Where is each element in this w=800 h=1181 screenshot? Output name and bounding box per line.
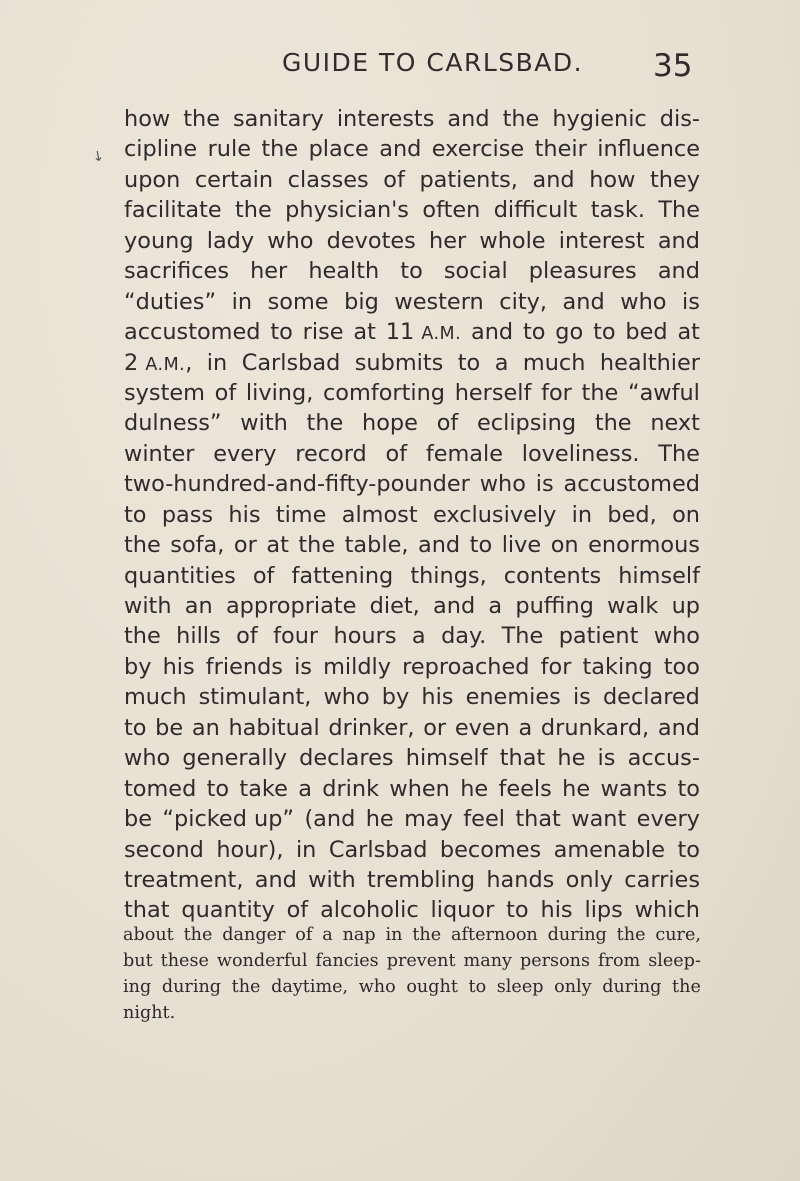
body-line — [124, 226, 700, 256]
body-word: patients, — [419, 166, 518, 193]
body-word: friends — [205, 653, 283, 680]
body-line — [124, 134, 700, 164]
body-word: to — [677, 775, 700, 802]
body-word: of — [286, 897, 309, 924]
footnote-word: from — [598, 951, 641, 971]
body-word: The — [501, 623, 544, 650]
body-word: with — [124, 593, 172, 619]
body-word: for — [540, 653, 572, 680]
body-word: her — [250, 258, 288, 285]
pencil-mark-icon: ↘ — [88, 146, 108, 166]
body-word: alcoholic — [320, 897, 419, 924]
body-word: the — [502, 106, 540, 132]
body-word: hope — [362, 410, 418, 437]
body-word: difficult — [493, 197, 578, 224]
body-word: generally — [182, 745, 287, 772]
body-word: that — [499, 745, 546, 772]
body-word: he — [562, 775, 591, 802]
body-word: day. — [441, 623, 487, 650]
body-word: too — [663, 653, 700, 680]
body-word: western — [394, 288, 484, 315]
body-word: healthier — [599, 349, 700, 376]
body-word: “picked up” — [162, 806, 295, 833]
body-word: hours — [333, 623, 397, 650]
footnote-word: the — [672, 977, 701, 997]
body-word: is — [535, 471, 554, 498]
body-word: the — [235, 197, 272, 224]
body-word: whole — [479, 227, 546, 254]
page-number: 35 — [653, 48, 693, 84]
body-word: when — [389, 775, 450, 802]
body-word: two-hundred-and-fifty-pounder — [124, 471, 470, 498]
body-line — [124, 804, 700, 834]
body-word: dis- — [659, 106, 700, 132]
body-word: exclusively — [432, 501, 557, 528]
body-word: the — [183, 106, 220, 132]
body-word: live — [501, 532, 542, 559]
body-word: stimulant, — [198, 684, 312, 711]
body-word: tomed — [124, 775, 197, 802]
body-word: (and — [304, 806, 356, 833]
body-word: often — [422, 197, 481, 224]
body-word: himself — [405, 745, 488, 772]
body-word: in — [231, 288, 253, 315]
body-word: lady — [206, 227, 255, 254]
body-line — [124, 865, 700, 895]
footnote-word: wonderful — [216, 951, 308, 971]
body-word: who — [479, 471, 526, 498]
body-line — [124, 348, 700, 378]
body-word: and — [532, 166, 575, 193]
body-word: young — [124, 227, 194, 254]
body-word: loveliness. — [521, 440, 640, 467]
body-word: and — [562, 288, 605, 315]
body-word: amenable — [553, 836, 666, 863]
body-word: to — [124, 501, 147, 528]
footnote-word: about — [123, 925, 174, 945]
body-word: quantity — [181, 897, 275, 924]
body-word: in — [571, 501, 593, 528]
body-word: a — [518, 714, 533, 741]
body-word: much — [522, 349, 586, 376]
body-word: by — [124, 653, 152, 680]
body-word: to — [270, 319, 293, 346]
body-word: or — [233, 532, 257, 559]
footnote-word: afternoon — [451, 925, 538, 945]
footnote-word: the — [616, 925, 646, 945]
body-word: accustomed — [563, 471, 700, 498]
body-word: up — [671, 593, 700, 619]
footnote-word: ought — [406, 977, 458, 997]
body-line — [124, 469, 700, 499]
body-word: social — [443, 258, 508, 285]
body-word: hills — [176, 623, 221, 650]
body-word: they — [649, 166, 700, 193]
body-word: or — [423, 714, 447, 741]
body-word: of — [436, 410, 459, 437]
body-word: enemies — [465, 684, 561, 711]
body-word: carries — [624, 866, 700, 893]
body-word: of — [214, 379, 237, 406]
body-word: his — [162, 653, 195, 680]
body-word: things, — [410, 562, 487, 589]
footnote-word: a — [322, 925, 333, 945]
body-word: the — [594, 410, 632, 437]
body-word: to — [124, 714, 147, 741]
body-word: the — [124, 532, 161, 559]
body-word: and — [657, 258, 700, 285]
body-word: hygienic — [552, 106, 647, 132]
body-word: to — [677, 836, 700, 863]
body-word: who — [620, 288, 667, 315]
body-word: is — [294, 653, 312, 680]
footnote-word: during — [547, 925, 607, 945]
body-word: taking — [582, 653, 653, 680]
body-word: he — [460, 775, 489, 802]
body-word: system — [124, 379, 205, 406]
body-word: by — [381, 684, 410, 711]
body-word: appropriate — [225, 593, 357, 619]
body-word: pleasures — [528, 258, 637, 285]
footnote-word: to — [468, 977, 487, 997]
body-word: at — [677, 319, 700, 346]
footnote-word: these — [160, 951, 209, 971]
footnote-word: during — [161, 977, 222, 997]
body-word: big — [344, 288, 379, 315]
body-line — [124, 713, 700, 743]
body-word: Carlsbad — [328, 836, 428, 863]
body-word: becomes — [439, 836, 542, 863]
body-word: the — [581, 379, 619, 406]
body-word: a — [411, 623, 426, 650]
body-word: second — [124, 836, 204, 863]
body-word: a — [488, 593, 503, 619]
body-word: for — [541, 379, 572, 406]
body-word: accus- — [627, 745, 700, 772]
footnote-word: nap — [342, 925, 376, 945]
body-word: the — [261, 136, 299, 163]
body-word: that — [124, 897, 170, 924]
body-line — [124, 682, 700, 712]
body-line — [124, 439, 700, 469]
body-word: his — [540, 897, 573, 924]
body-word: habitual — [228, 714, 320, 741]
body-word: an — [184, 593, 213, 619]
body-word: to — [522, 319, 546, 346]
body-word: comforting — [323, 379, 446, 406]
footnote-word: night. — [123, 1003, 176, 1023]
body-line — [124, 835, 700, 865]
footnote-line — [123, 1000, 701, 1026]
body-word: devotes — [326, 227, 416, 254]
body-word: submits — [354, 349, 444, 376]
body-line — [124, 530, 700, 560]
body-word: wants — [600, 775, 668, 802]
body-word: take — [239, 775, 288, 802]
body-word: dulness” — [124, 410, 222, 437]
body-word: interest — [558, 227, 645, 254]
body-word: in — [295, 836, 317, 863]
body-line — [124, 287, 700, 317]
body-word: contents — [503, 562, 602, 589]
body-word: eclipsing — [477, 410, 577, 437]
body-word: reproached — [402, 653, 530, 680]
body-word: cipline — [124, 136, 198, 163]
body-word: every — [213, 440, 277, 467]
body-word: declares — [299, 745, 394, 772]
body-word: with — [308, 866, 356, 893]
footnote-word: the — [412, 925, 442, 945]
body-word: time — [275, 501, 327, 528]
body-word: upon — [124, 166, 181, 193]
body-word: female — [425, 440, 504, 467]
body-word: at — [266, 532, 289, 559]
body-line — [124, 165, 700, 195]
body-word: herself — [454, 379, 532, 406]
body-line — [124, 561, 700, 591]
body-word: is — [597, 745, 616, 772]
body-word: the — [298, 532, 336, 559]
body-word: declared — [602, 684, 700, 711]
footnote-word: but — [123, 951, 153, 971]
body-line — [124, 774, 700, 804]
body-word: on — [672, 501, 700, 528]
footnote-word: danger — [222, 925, 286, 945]
body-word: winter — [124, 440, 195, 467]
body-word: and — [657, 714, 700, 741]
body-word: and — [471, 319, 514, 346]
body-word: quantities — [124, 562, 236, 589]
body-word: in — [206, 349, 228, 376]
body-word: drunkard, — [540, 714, 650, 741]
body-word: trembling — [366, 866, 476, 893]
body-line — [124, 743, 700, 773]
body-word: almost — [341, 501, 418, 528]
body-word: physician's — [285, 197, 409, 224]
body-word: and — [254, 866, 297, 893]
body-word: 11 A.M. — [385, 319, 462, 346]
body-word: patient — [558, 623, 639, 650]
body-line — [124, 317, 700, 347]
body-line — [124, 195, 700, 225]
body-word: sanitary — [233, 106, 324, 132]
body-word: “awful — [627, 379, 700, 406]
footnote-word: ing — [123, 977, 152, 997]
body-word: drink — [322, 775, 380, 802]
body-word: sacrifices — [124, 258, 229, 285]
body-word: task. — [590, 197, 645, 224]
body-word: to — [457, 349, 481, 376]
body-word: of — [385, 440, 408, 467]
body-line — [124, 500, 700, 530]
footnote-word: the — [231, 977, 261, 997]
body-word: puffing — [515, 593, 594, 619]
body-word: place — [308, 136, 369, 163]
body-word: record — [295, 440, 367, 467]
body-word: walk — [607, 593, 659, 619]
footnote-word: sleep- — [648, 951, 701, 971]
body-word: is — [572, 684, 591, 711]
body-word: interests — [336, 106, 435, 132]
footnote — [123, 922, 701, 1026]
body-word: “duties” — [124, 288, 217, 315]
body-word: his — [421, 684, 454, 711]
body-word: a — [298, 775, 312, 802]
body-word: lips — [584, 897, 623, 924]
footnote-word: only — [554, 977, 592, 997]
body-word: himself — [618, 562, 700, 589]
body-line — [124, 621, 700, 651]
body-word: an — [191, 714, 220, 741]
body-word: The — [658, 197, 700, 224]
body-word: who — [267, 227, 314, 254]
body-word: certain — [194, 166, 274, 193]
body-word: diet, — [369, 593, 420, 619]
body-word: liquor — [430, 897, 495, 924]
body-word: who — [653, 623, 700, 650]
body-word: to — [206, 775, 230, 802]
running-head — [0, 48, 800, 88]
footnote-word: persons — [519, 951, 591, 971]
body-line — [124, 652, 700, 682]
body-word: hour), — [216, 836, 284, 863]
footnote-word: who — [358, 977, 396, 997]
body-word: a — [494, 349, 509, 376]
body-word: city, — [499, 288, 547, 315]
body-word: hands — [486, 866, 555, 893]
body-word: and — [433, 593, 476, 619]
body-word: classes — [287, 166, 369, 193]
body-word: rise — [302, 319, 344, 346]
body-word: of — [236, 623, 258, 650]
body-word: be — [155, 714, 184, 741]
body-word: bed — [625, 319, 668, 346]
footnote-line — [123, 922, 701, 948]
body-word: accustomed — [124, 319, 261, 346]
body-word: and — [379, 136, 422, 163]
body-word: The — [658, 440, 700, 467]
body-word: who — [124, 745, 171, 772]
body-word: mildly — [323, 653, 392, 680]
body-word: next — [650, 410, 700, 437]
body-word: every — [636, 806, 700, 833]
body-word: even — [454, 714, 510, 741]
body-word: fattening — [291, 562, 394, 589]
body-word: go — [555, 319, 584, 346]
body-line — [124, 256, 700, 286]
body-word: want — [571, 806, 627, 833]
body-word: the — [306, 410, 344, 437]
body-word: health — [308, 258, 380, 285]
body-word: the — [124, 623, 161, 650]
body-word: 2 A.M., — [124, 349, 193, 376]
body-word: and — [418, 532, 461, 559]
body-word: enormous — [588, 532, 700, 559]
body-word: Carlsbad — [241, 349, 341, 376]
footnote-word: fancies — [315, 951, 379, 971]
body-word: may — [404, 806, 453, 833]
body-text — [124, 104, 700, 926]
body-word: and — [657, 227, 700, 254]
footnote-word: of — [295, 925, 313, 945]
body-word: is — [682, 288, 700, 315]
body-word: that — [515, 806, 561, 833]
body-word: how — [124, 106, 171, 132]
body-word: living, — [245, 379, 314, 406]
footnote-word: prevent — [386, 951, 456, 971]
body-word: sofa, — [170, 532, 225, 559]
body-word: rule — [207, 136, 251, 163]
body-word: at — [353, 319, 376, 346]
body-word: he — [365, 806, 394, 833]
body-word: four — [273, 623, 319, 650]
body-word: facilitate — [124, 197, 222, 224]
footnote-word: sleep — [496, 977, 544, 997]
body-word: to — [469, 532, 493, 559]
body-word: some — [267, 288, 329, 315]
body-word: bed, — [607, 501, 657, 528]
body-line — [124, 591, 700, 621]
running-title: GUIDE TO CARLSBAD. — [282, 48, 584, 77]
body-word: pass — [161, 501, 214, 528]
body-word: her — [429, 227, 467, 254]
body-word: their — [534, 136, 587, 163]
body-word: drinker, — [328, 714, 415, 741]
footnote-line — [123, 974, 701, 1000]
body-word: to — [400, 258, 423, 285]
body-word: how — [589, 166, 636, 193]
body-word: with — [240, 410, 288, 437]
footnote-word: during — [602, 977, 662, 997]
body-line — [124, 378, 700, 408]
body-word: of — [383, 166, 405, 193]
body-word: of — [252, 562, 275, 589]
body-word: feels — [498, 775, 552, 802]
footnote-word: many — [463, 951, 512, 971]
body-word: who — [323, 684, 370, 711]
body-word: which — [634, 897, 700, 924]
body-word: influence — [597, 136, 700, 163]
footnote-word: in — [385, 925, 403, 945]
body-word: only — [565, 866, 613, 893]
body-word: be — [124, 806, 152, 833]
body-line — [124, 408, 700, 438]
footnote-line — [123, 948, 701, 974]
footnote-word: cure, — [655, 925, 701, 945]
body-word: much — [124, 684, 187, 711]
body-word: his — [228, 501, 261, 528]
body-word: he — [557, 745, 586, 772]
body-word: to — [506, 897, 529, 924]
body-word: feel — [463, 806, 505, 833]
body-word: on — [550, 532, 579, 559]
body-word: and — [447, 106, 490, 132]
body-word: table, — [344, 532, 409, 559]
body-word: treatment, — [124, 866, 244, 893]
body-word: to — [593, 319, 616, 346]
footnote-word: the — [183, 925, 213, 945]
body-word: exercise — [431, 136, 525, 163]
body-line — [124, 104, 700, 134]
footnote-word: daytime, — [271, 977, 349, 997]
